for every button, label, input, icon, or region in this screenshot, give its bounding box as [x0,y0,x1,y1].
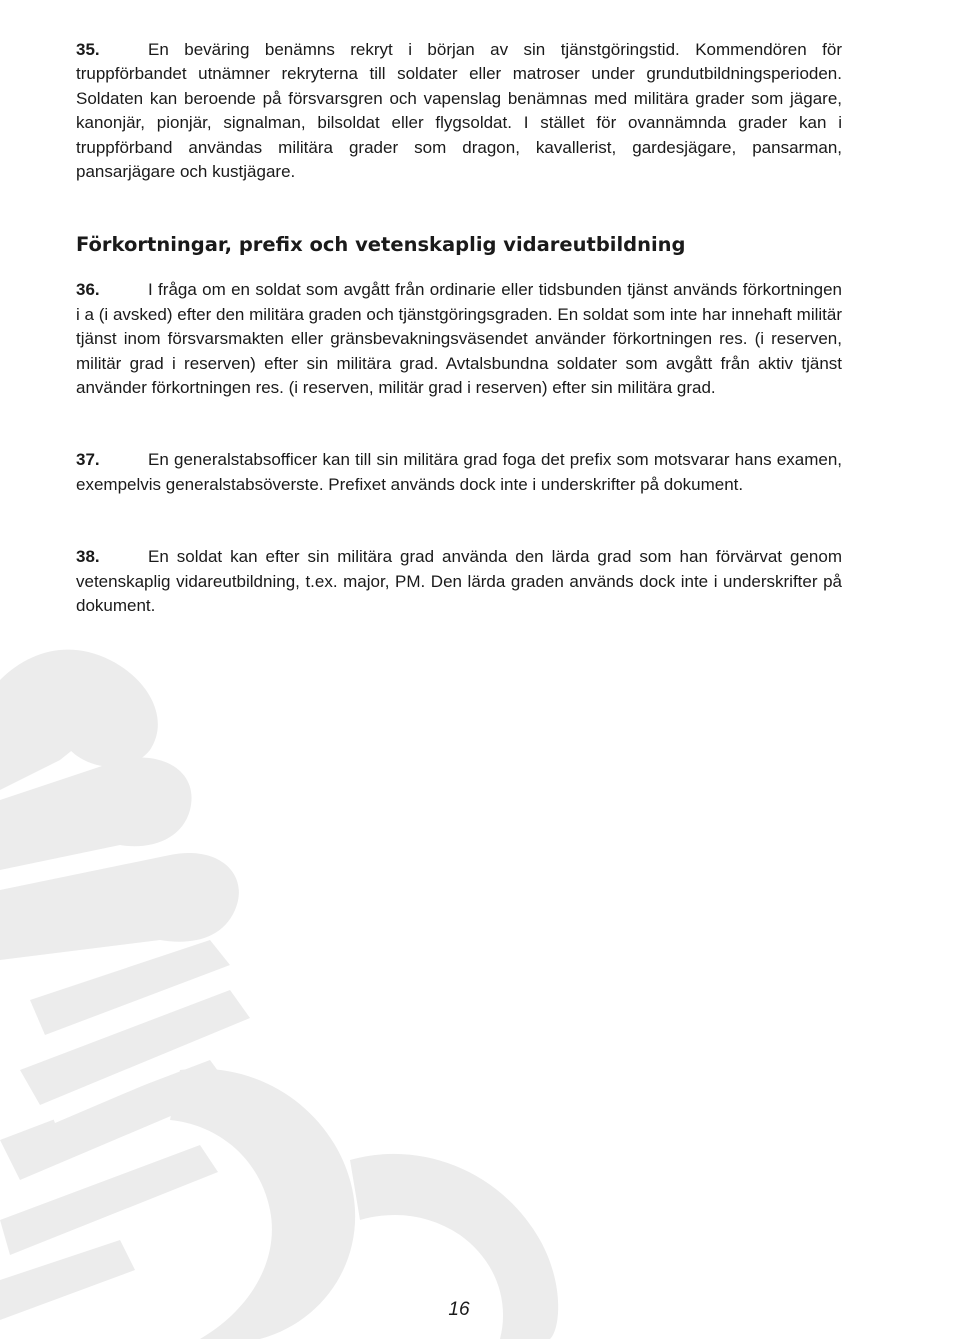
paragraph-text: I fråga om en soldat som avgått från ordinarie eller tidsbunden tjänst används förkortningen i a (i avsked) efter den militära graden och tjänstgöringsgraden. En soldat som inte har innehaft militär tjänst inom försvarsmakten eller gränsbevakningsväsendet använder förkortningen res. (i reserven, militär grad i reserven) efter sin militära grad. Avtalsbundna soldater som avgått från aktiv tjänst använder förkortningen res. (i reserven, militär grad i reserven) efter sin militära grad. [76,280,842,398]
paragraph-38 [76,545,842,618]
coat-of-arms-watermark [0,640,620,1339]
paragraph-text: En generalstabsofficer kan till sin militära grad foga det prefix som motsvarar hans examen, exempelvis generalstabsöverste. Prefixet används dock inte i underskrifter på dokument. [76,450,842,494]
paragraph-text: En beväring benämns rekryt i början av sin tjänstgöringstid. Kommendören för truppförbandet utnämner rekryterna till soldater eller matroser under grundutbildningsperioden. Soldaten kan beroende på försvarsgren och vapenslag benämnas med militära grader som jägare, kanonjär, pionjär, signalman, bilsoldat eller flygsoldat. I stället för ovannämnda grader kan i truppförband användas militära grader som dragon, kavallerist, gardesjägare, pansarman, pansarjägare och kustjägare. [76,40,842,182]
page-number: 16 [448,1299,470,1320]
document-body [76,38,842,619]
paragraph-number: 36. [76,280,100,300]
paragraph-number: 38. [76,547,100,567]
paragraph-37 [76,448,842,497]
paragraph-35 [76,38,842,184]
paragraph-36 [76,278,842,400]
paragraph-number: 37. [76,450,100,470]
section-heading: Förkortningar, prefix och vetenskaplig vidareutbildning [76,233,686,257]
paragraph-text: En soldat kan efter sin militära grad använda den lärda grad som han förvärvat genom vetenskaplig vidareutbildning, t.ex. major, PM. Den lärda graden används dock inte i underskrifter på dokument. [76,547,842,616]
paragraph-number: 35. [76,40,100,59]
